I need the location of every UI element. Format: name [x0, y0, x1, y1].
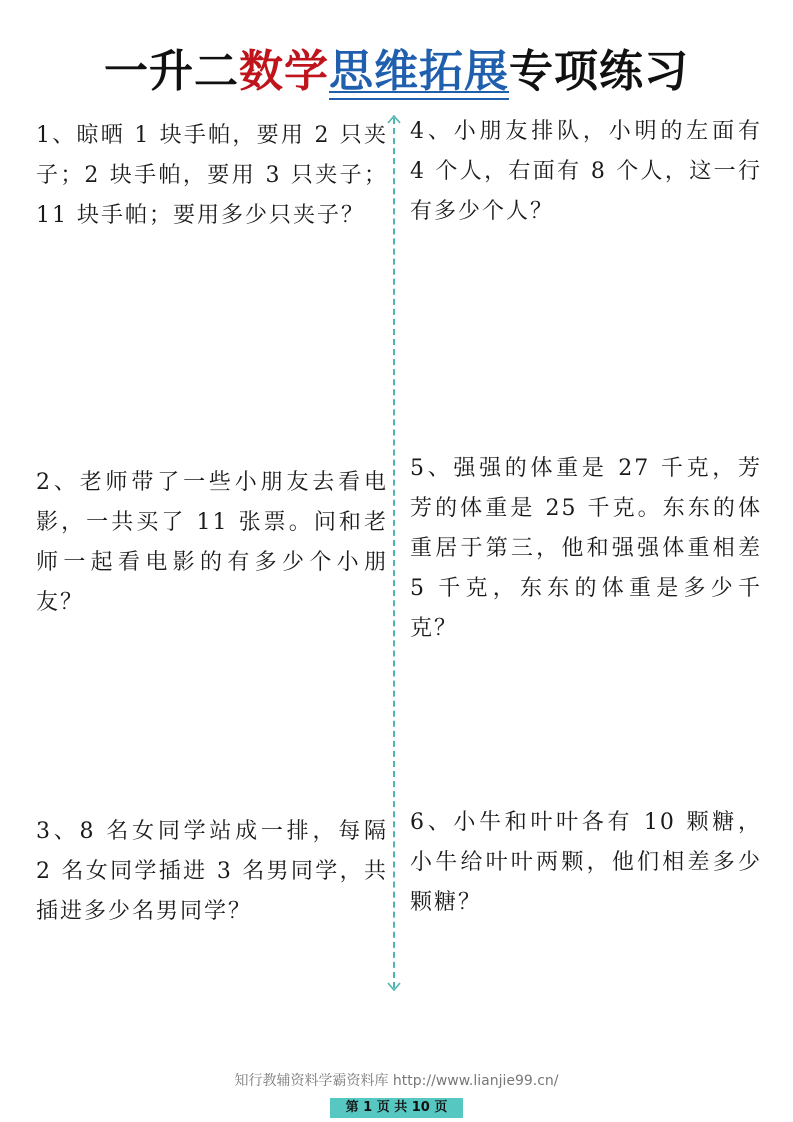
question-3: 3、8 名女同学站成一排，每隔 2 名女同学插进 3 名男同学，共插进多少名男同学？	[36, 819, 388, 924]
title-grade: 一升二	[104, 46, 239, 97]
question-4: 4、小朋友排队，小明的左面有 4 个人，右面有 8 个人，这一行有多少个人？	[410, 119, 762, 224]
title-topic: 思维拓展	[329, 42, 509, 102]
page-title	[0, 42, 793, 102]
column-divider	[393, 118, 395, 988]
footer-site-text: 知行教辅资料学霸资料库 http://www.lianjie99.cn/	[234, 1073, 559, 1089]
question-2: 2、老师带了一些小朋友去看电影，一共买了 11 张票。问和老师一起看电影的有多少个小朋友？	[36, 470, 388, 615]
question-6: 6、小牛和叶叶各有 10 颗糖，小牛给叶叶两颗，他们相差多少颗糖？	[410, 810, 762, 915]
arrow-down-icon	[387, 982, 401, 992]
title-suffix: 专项练习	[509, 46, 689, 97]
question-1: 1、晾晒 1 块手帕，要用 2 只夹子；2 块手帕，要用 3 只夹子；11 块手帕；要用多少只夹子？	[36, 123, 388, 228]
title-subject: 数学	[239, 46, 329, 97]
page-indicator: 第 1 页 共 10 页	[330, 1098, 463, 1118]
question-5: 5、强强的体重是 27 千克，芳芳的体重是 25 千克。东东的体重居于第三，他和强强体重相差 5 千克，东东的体重是多少千克？	[410, 456, 762, 641]
